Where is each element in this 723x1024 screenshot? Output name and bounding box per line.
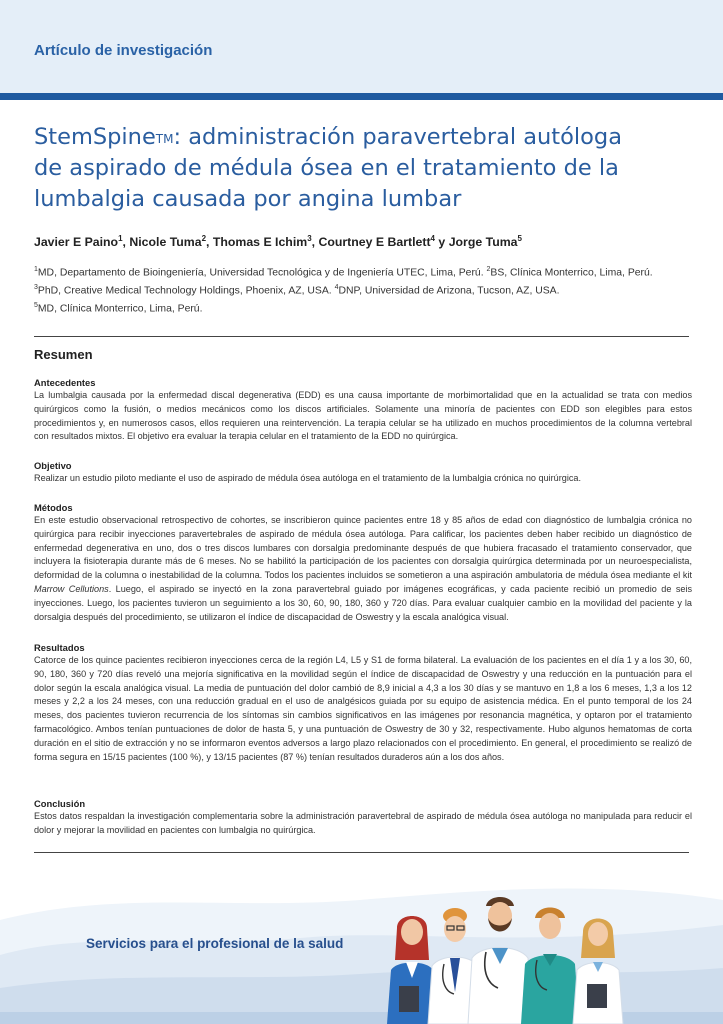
affiliation-text: BS, Clínica Monterrico, Lima, Perú. (490, 267, 653, 279)
section-heading: Antecedentes (34, 377, 96, 388)
author-list (34, 234, 522, 249)
methods-text-part: En este estudio observacional retrospectivo de cohortes, se inscribieron quince pacientes entre 18 y 85 años de edad con diagnóstico de lumbalgia crónica no quirúrgica para recibir inyecciones paravertebrales de aspirado de médula ósea autóloga. Para calificar, los pacientes deben haber recibido un diagnóstico de enfermedad degenerativa en uno, dos o tres discos lumbares con dorsalgia predominante después de que hubiera fracasado el tratamiento conservador, que incluyera la fisioterapia durante más de 6 meses. No se habilitó la participación de los pacientes con dorsalgia quirúrgica determinada por un neuroespecialista, deformidad de la columna o inestabilidad de la columna. Todos los pacientes incluidos se sometieron a una aspiración ambulatoria de médula ósea mediante el kit (34, 515, 692, 581)
affiliation-text: MD, Departamento de Bioingeniería, Universidad Tecnológica y de Ingeniería UTEC, Lima, Perú. (37, 267, 487, 279)
section-text: Realizar un estudio piloto mediante el uso de aspirado de médula ósea autóloga en el tratamiento de la lumbalgia crónica no quirúrgica. (34, 473, 581, 483)
affiliation-text: PhD, Creative Medical Technology Holdings, Phoenix, AZ, USA. (37, 285, 335, 297)
author-affil-sup: 5 (517, 234, 522, 243)
header-divider-bar (0, 93, 723, 100)
author-separator: , (122, 235, 130, 250)
section-text: Catorce de los quince pacientes recibieron inyecciones cerca de la región L4, L5 y S1 de forma bilateral. La evaluación de los pacientes en el día 1 y a los 30, 60, 90, 180, 360 y 720 días reveló una mejoría significativa en la movilidad según el índice de discapacidad de Oswestry y una reducción en la puntuación para el dolor según la escala analógica visual. La media de puntuación del dolor cambió de 8,9 inicial a 4,3 a los 30 días y se mantuvo en 1,8 a los 6 meses, 1,3 a los 12 meses y 2,2 a los 24 meses, con una reducción gradual en el uso de analgésicos guiada por su equipo de asistencia médica. En el punto temporal de los 24 meses, dos pacientes tuvieron recurrencia de los síntomas sin cambios significativos en las imágenes por resonancia magnética, y optaron por el tratamiento farmacológico. Ambos tenían puntuaciones de dolor de hasta 5, y una puntuación de Oswestry de 30 y 32, respectivamente. Hubo algunos hematomas de corta duración en el sitio de extracción y no se informaron eventos adversos a largo plazo relacionados con el procedimiento. En general, el procedimiento se realizó de forma segura en 15/15 pacientes (100 %), y 13/15 pacientes (87 %) tenían resultados duraderos aún a los dos años. (34, 655, 692, 762)
author-separator: , (311, 235, 319, 250)
abstract-top-rule (34, 336, 689, 337)
author-name: Thomas E Ichim (212, 235, 308, 250)
author-affil-sup: 4 (430, 234, 435, 243)
title-line2: de aspirado de médula ósea en el tratamiento de la (34, 155, 619, 181)
abstract-title: Resumen (34, 347, 93, 362)
abstract-bottom-rule (34, 852, 689, 853)
section-heading: Resultados (34, 642, 85, 653)
affiliation-text: MD, Clínica Monterrico, Lima, Perú. (37, 303, 203, 315)
author-affil-sup: 3 (307, 234, 312, 243)
title-brand: StemSpine (34, 124, 156, 150)
author-name: Nicole Tuma (129, 235, 202, 250)
title-trademark: TM (155, 132, 174, 146)
affiliation-sup: 3 (34, 284, 38, 291)
section-conclusion (34, 797, 692, 838)
section-heading: Métodos (34, 502, 73, 513)
affiliation-line (34, 266, 653, 278)
author-name: Courtney E Bartlett (318, 235, 431, 250)
methods-text-part: . Luego, el aspirado se inyectó en la zona paravertebral guiado por imágenes ecográficas, y cada paciente recibió un promedio de seis inyecciones. Luego, los pacientes tuvieron un seguimiento a los 30, 60, 90, 180, 360 y 720 días. Para evaluar cualquier cambio en la movilidad del paciente y la dorsalgia después del procedimiento, se utilizaron el índice de discapacidad de Oswestry y la escala analógica visual. (34, 583, 692, 622)
author-name: Jorge Tuma (448, 235, 518, 250)
article-type-label: Artículo de investigación (34, 42, 213, 59)
section-methods (34, 501, 692, 624)
author-name: Javier E Paino (34, 235, 119, 250)
affiliation-line (34, 284, 560, 296)
author-affil-sup: 2 (201, 234, 207, 243)
section-objective (34, 459, 692, 486)
affiliation-sup: 2 (486, 266, 491, 273)
section-text: Estos datos respaldan la investigación complementaria sobre la administración paravertebral de aspirado de médula ósea autóloga no manipulada para reducir el dolor y mejorar la movilidad en pacientes con lumbalgia no quirúrgica. (34, 811, 692, 835)
author-separator: y (435, 235, 449, 250)
title-line1-rest: : administración paravertebral autóloga (173, 124, 622, 150)
affiliation-text: DNP, Universidad de Arizona, Tucson, AZ, USA. (338, 285, 560, 297)
section-text (34, 514, 692, 624)
affiliation-sup: 5 (34, 302, 38, 309)
section-heading: Objetivo (34, 460, 72, 471)
section-background (34, 376, 692, 444)
section-text: La lumbalgia causada por la enfermedad discal degenerativa (EDD) es una causa importante de morbimortalidad que en la actualidad se trata con medios quirúrgicos como la fusión, o medios mecánicos como los discos artificiales. Solamente una minoría de pacientes con EDD son elegibles para estos procedimientos y, en numerosos casos, ellos requieren una reintervención. La terapia celular se ha utilizado en muchos procedimientos de la columna vertebral con resultados mixtos. El objetivo era evaluar la terapia celular en el tratamiento de la EDD no quirúrgica. (34, 390, 692, 442)
affiliation-line (34, 302, 202, 314)
affiliation-sup: 4 (334, 284, 339, 291)
author-affil-sup: 1 (118, 234, 123, 243)
author-separator: , (206, 235, 213, 250)
section-results (34, 641, 692, 764)
affiliation-sup: 1 (34, 266, 38, 273)
methods-kit-name: Marrow Cellutions (34, 583, 109, 594)
footer-banner-text: Servicios para el profesional de la salud (86, 936, 344, 951)
title-line3: lumbalgia causada por angina lumbar (34, 186, 462, 212)
section-heading: Conclusión (34, 798, 86, 809)
paper-title (34, 122, 674, 215)
